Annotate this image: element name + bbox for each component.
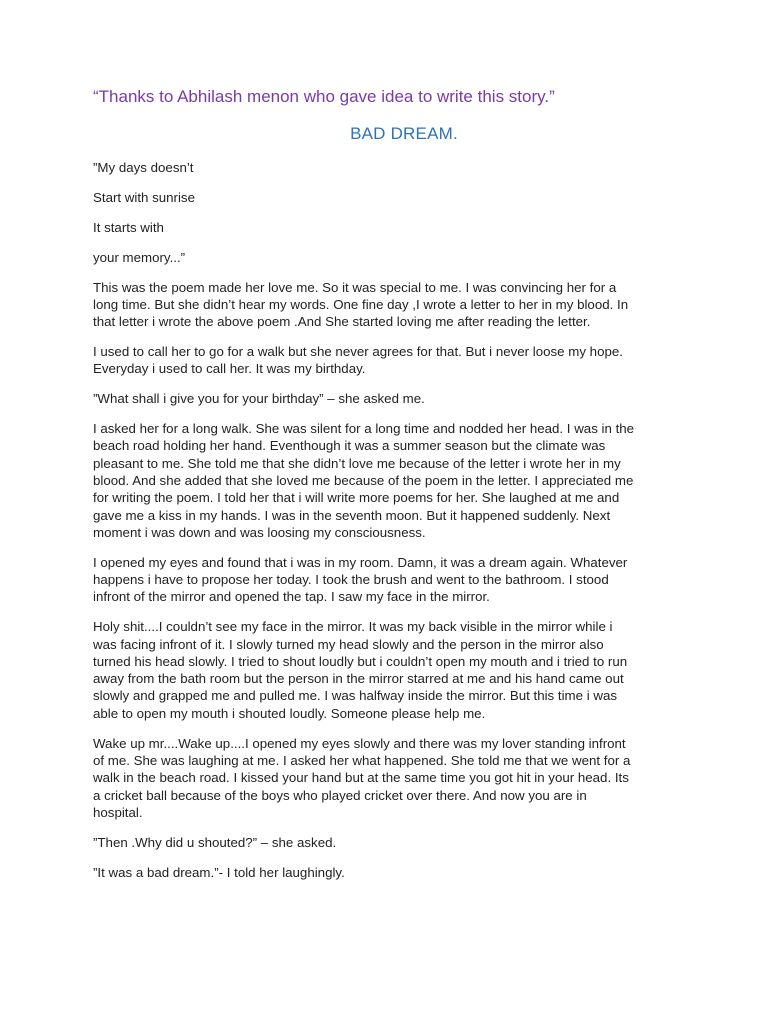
text-line: I asked her for a long walk. She was silent for a long time and nodded her head. I was in the: [93, 421, 635, 437]
text-line: that letter i wrote the above poem .And She started loving me after reading the letter.: [93, 314, 591, 330]
story-body: [93, 159, 683, 894]
poem-line: Start with sunrise: [93, 189, 195, 205]
paragraph: [93, 864, 683, 881]
text-line: turned his head slowly. I tried to shout loudly but i couldn’t open my mouth and i tried to run: [93, 653, 628, 669]
text-line: able to open my mouth i shouted loudly. Someone please help me.: [93, 705, 486, 721]
text-line: ”Then .Why did u shouted?” – she asked.: [93, 834, 337, 850]
text-line: I used to call her to go for a walk but she never agrees for that. But i never loose my hope.: [93, 344, 623, 360]
text-line: walk in the beach road. I kissed your hand but at the same time you got hit in your head. Its: [93, 770, 629, 786]
text-line: ”It was a bad dream.”- I told her laughingly.: [93, 864, 345, 880]
text-line: This was the poem made her love me. So it was special to me. I was convincing her for a: [93, 279, 617, 295]
text-line: moment i was down and was loosing my consciousness.: [93, 524, 426, 540]
paragraph: [93, 343, 683, 378]
text-line: pleasant to me. She told me that she didn’t love me because of the letter i wrote her in my: [93, 455, 621, 471]
text-line: of me. She was laughing at me. I asked her what happened. She told me that we went for a: [93, 752, 631, 768]
text-line: happens i have to propose her today. I took the brush and went to the bathroom. I stood: [93, 572, 609, 588]
text-line: a cricket ball because of the boys who played cricket over there. And now you are in: [93, 787, 587, 803]
text-line: slowly and grapped me and pulled me. I was halfway inside the mirror. But this time i was: [93, 688, 617, 704]
paragraph: [93, 420, 683, 541]
paragraph: [93, 279, 683, 331]
story-title: BAD DREAM.: [350, 124, 458, 143]
acknowledgement-line: “Thanks to Abhilash menon who gave idea to write this story.”: [93, 87, 555, 106]
text-line: ”What shall i give you for your birthday” – she asked me.: [93, 391, 425, 407]
text-line: long time. But she didn’t hear my words. One fine day ,I wrote a letter to her in my blood. In: [93, 296, 629, 312]
text-line: was facing infront of it. I slowly turned my head slowly and the person in the mirror also: [93, 636, 604, 652]
text-line: blood. And she added that she loved me because of the poem in the letter. I appreciated me: [93, 473, 634, 489]
text-line: Wake up mr....Wake up....I opened my eyes slowly and there was my lover standing infront: [93, 735, 626, 751]
text-line: hospital.: [93, 804, 143, 820]
text-line: beach road holding her hand. Eventhough it was a summer season but the climate was: [93, 438, 606, 454]
poem-line: your memory...”: [93, 249, 186, 265]
text-line: I opened my eyes and found that i was in my room. Damn, it was a dream again. Whatever: [93, 554, 628, 570]
text-line: for writing the poem. I told her that i will write more poems for her. She laughed at me and: [93, 490, 620, 506]
poem-line: ”My days doesn’t: [93, 160, 194, 175]
paragraph: [93, 554, 683, 606]
text-line: gave me a kiss in my hands. I was in the seventh moon. But it happened suddenly. Next: [93, 507, 611, 523]
text-line: infront of the mirror and opened the tap. I saw my face in the mirror.: [93, 589, 490, 605]
paragraph: [93, 735, 683, 821]
text-line: away from the bath room but the person in the mirror starred at me and his hand came out: [93, 671, 624, 687]
text-line: Holy shit....I couldn’t see my face in the mirror. It was my back visible in the mirror while i: [93, 619, 613, 635]
paragraph: [93, 618, 683, 722]
poem-line: It starts with: [93, 219, 164, 235]
paragraph: [93, 834, 683, 851]
paragraph: [93, 390, 683, 407]
text-line: Everyday i used to call her. It was my birthday.: [93, 361, 366, 377]
